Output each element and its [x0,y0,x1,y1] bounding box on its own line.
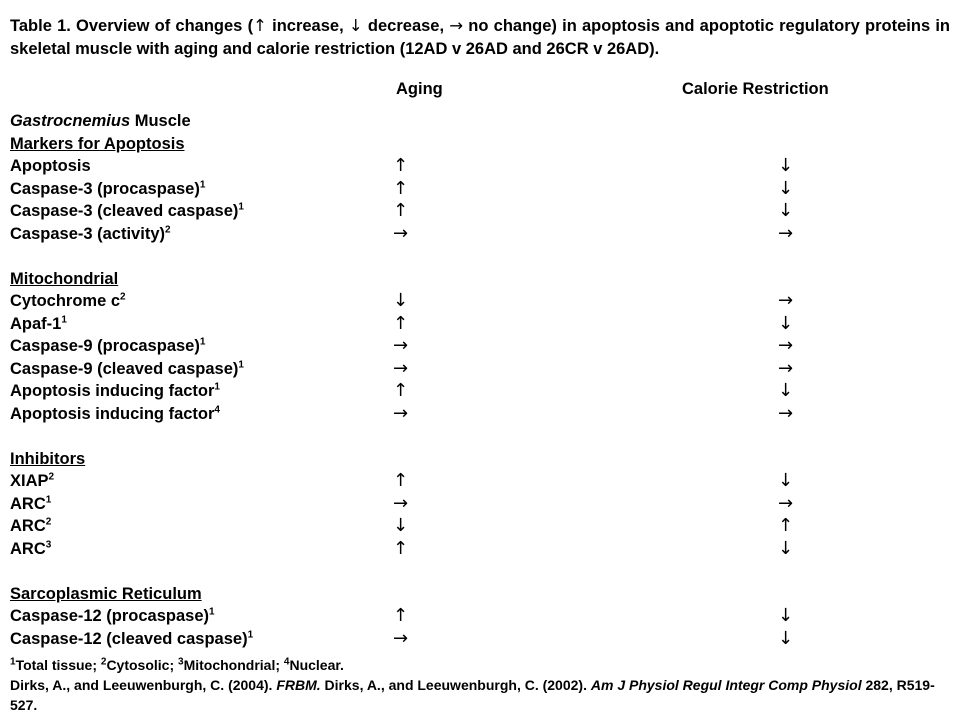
footnote-references [10,675,950,715]
table-row [10,605,950,628]
calorie-restriction-down-arrow-icon: ↓ [778,537,794,559]
calorie-restriction-right-arrow-icon: → [778,402,794,424]
footnote-marker: 2 [45,516,52,528]
table-row [10,628,950,651]
row-spacer [10,560,950,583]
row-label-text: Apoptosis [10,157,91,175]
reference-1: Dirks, A., and Leeuwenburgh, C. (2004). [10,677,277,693]
footnote-marker: 2 [120,291,126,303]
row-label-text: XIAP [10,472,49,490]
section-heading-row [10,268,950,291]
row-label-text: Caspase-9 (procaspase) [10,337,200,355]
calorie-restriction-right-arrow-icon: → [778,492,794,514]
footnote-marker: 1 [209,606,215,618]
section-heading-row [10,583,950,606]
footnote-marker: 1 [199,179,206,190]
calorie-restriction-right-arrow-icon: → [778,335,794,356]
aging-up-arrow-icon: ↑ [393,155,409,176]
column-header-aging: Aging [396,80,443,98]
footnote-text: Cytosolic; [106,657,179,673]
footnote-marker: 1 [10,656,16,668]
column-header-calorie-restriction: Calorie Restriction [682,80,829,98]
row-label [10,538,51,561]
up-arrow-icon: ↑ [253,16,267,35]
row-label-text: Caspase-3 (activity) [10,224,165,243]
footnote-marker: 2 [48,471,55,483]
footnote-marker: 1 [238,201,244,213]
aging-up-arrow-icon: ↑ [393,177,409,199]
footnote-marker: 2 [165,224,171,235]
row-label [10,200,244,223]
aging-up-arrow-icon: ↑ [393,470,409,491]
aging-right-arrow-icon: → [393,492,409,514]
aging-down-arrow-icon: ↓ [393,515,409,536]
table-row [10,538,950,561]
row-label [10,223,171,246]
table-row [10,200,950,223]
row-label-text: Cytochrome c [10,292,121,310]
muscle-name: Gastrocnemius [10,112,131,130]
down-arrow-icon: ↓ [348,16,363,35]
section-heading: Inhibitors [10,449,86,468]
footnote-text: Total tissue; [15,657,101,673]
row-label [10,313,67,336]
calorie-restriction-down-arrow-icon: ↓ [778,312,794,334]
calorie-restriction-up-arrow-icon: ↑ [778,515,794,536]
row-spacer [10,425,950,448]
aging-up-arrow-icon: ↑ [393,537,409,559]
calorie-restriction-down-arrow-icon: ↓ [778,470,794,491]
aging-up-arrow-icon: ↑ [393,380,409,401]
table-body [10,110,950,650]
calorie-restriction-right-arrow-icon: → [778,290,794,311]
aging-up-arrow-icon: ↑ [393,605,409,626]
calorie-restriction-down-arrow-icon: ↓ [778,155,794,176]
row-label [10,403,220,426]
footnotes [10,655,950,715]
row-label [10,470,54,493]
aging-right-arrow-icon: → [393,357,409,379]
aging-right-arrow-icon: → [393,402,409,424]
caption-text-4: no change) in apoptosis and apoptotic regulatory proteins in skeletal muscle with aging and calorie restriction (12AD v 26AD and 26CR v 26AD). [10,17,950,58]
table-row [10,335,950,358]
footnote-marker: 1 [214,381,220,393]
table-row [10,493,950,516]
table-row [10,290,950,313]
table-row [10,223,950,246]
table-row [10,313,950,336]
row-label [10,178,205,201]
muscle-heading [10,110,191,133]
footnote-marker: 4 [283,656,290,668]
section-heading: Markers for Apoptosis [10,134,185,153]
table-row [10,515,950,538]
row-label [10,155,91,178]
footnote-legend [10,655,950,675]
row-label-text: Caspase-9 (cleaved caspase) [10,359,239,378]
calorie-restriction-down-arrow-icon: ↓ [778,627,794,649]
footnote-marker: 1 [199,336,206,348]
muscle-heading-row [10,110,950,133]
reference-2-journal: Am J Physiol Regul Integr Comp Physiol [590,677,862,693]
footnote-marker: 3 [178,656,184,668]
aging-right-arrow-icon: → [393,222,409,244]
row-spacer [10,245,950,268]
row-label-text: Caspase-12 (procaspase) [10,607,210,625]
row-label-text: Apoptosis inducing factor [10,404,215,423]
footnote-marker: 1 [238,359,244,370]
row-label [10,493,51,516]
calorie-restriction-down-arrow-icon: ↓ [778,200,794,221]
muscle-suffix: Muscle [130,112,191,130]
row-label [10,290,126,313]
table-row [10,380,950,403]
row-label-text: Caspase-3 (procaspase) [10,179,200,198]
section-heading-row [10,448,950,471]
table-caption [10,14,950,61]
row-label-text: Caspase-12 (cleaved caspase) [10,629,248,648]
section-heading: Mitochondrial [10,269,119,288]
table-row [10,470,950,493]
row-label [10,628,253,651]
row-label-text: ARC [10,494,46,513]
aging-up-arrow-icon: ↑ [393,312,409,334]
aging-right-arrow-icon: → [393,335,409,356]
reference-2-tail: 282, R519-527. [10,677,935,713]
caption-text-1: Table 1. Overview of changes ( [10,17,254,35]
calorie-restriction-right-arrow-icon: → [778,357,794,379]
table-row [10,358,950,381]
row-label-text: Apaf-1 [10,314,62,333]
row-label-text: ARC [10,517,46,535]
aging-up-arrow-icon: ↑ [393,200,409,221]
section-heading-row [10,133,950,156]
calorie-restriction-down-arrow-icon: ↓ [778,605,794,626]
row-label [10,358,244,381]
footnote-marker: 2 [100,656,107,668]
table-row [10,403,950,426]
row-label-text: ARC [10,539,46,558]
footnote-marker: 1 [247,629,254,640]
row-label [10,605,215,628]
table-row [10,155,950,178]
section-heading: Sarcoplasmic Reticulum [10,584,202,603]
caption-text-3: decrease, [362,17,450,35]
table-row [10,178,950,201]
aging-down-arrow-icon: ↓ [393,290,409,311]
footnote-marker: 4 [214,404,220,415]
aging-right-arrow-icon: → [393,627,409,649]
caption-text-2: increase, [266,17,349,35]
calorie-restriction-right-arrow-icon: → [778,222,794,244]
reference-2: Dirks, A., and Leeuwenburgh, C. (2002). [320,677,591,693]
row-label [10,335,205,358]
reference-1-journal: FRBM. [276,677,321,693]
footnote-marker: 1 [61,314,67,325]
footnote-marker: 3 [45,539,52,550]
row-label [10,380,220,403]
row-label-text: Caspase-3 (cleaved caspase) [10,202,239,220]
right-arrow-icon: → [449,16,464,35]
footnote-text: Mitochondrial; [183,657,284,673]
calorie-restriction-down-arrow-icon: ↓ [778,380,794,401]
row-label [10,515,51,538]
footnote-marker: 1 [45,494,52,505]
row-label-text: Apoptosis inducing factor [10,382,215,400]
footnote-text: Nuclear. [289,657,344,673]
calorie-restriction-down-arrow-icon: ↓ [778,177,794,199]
